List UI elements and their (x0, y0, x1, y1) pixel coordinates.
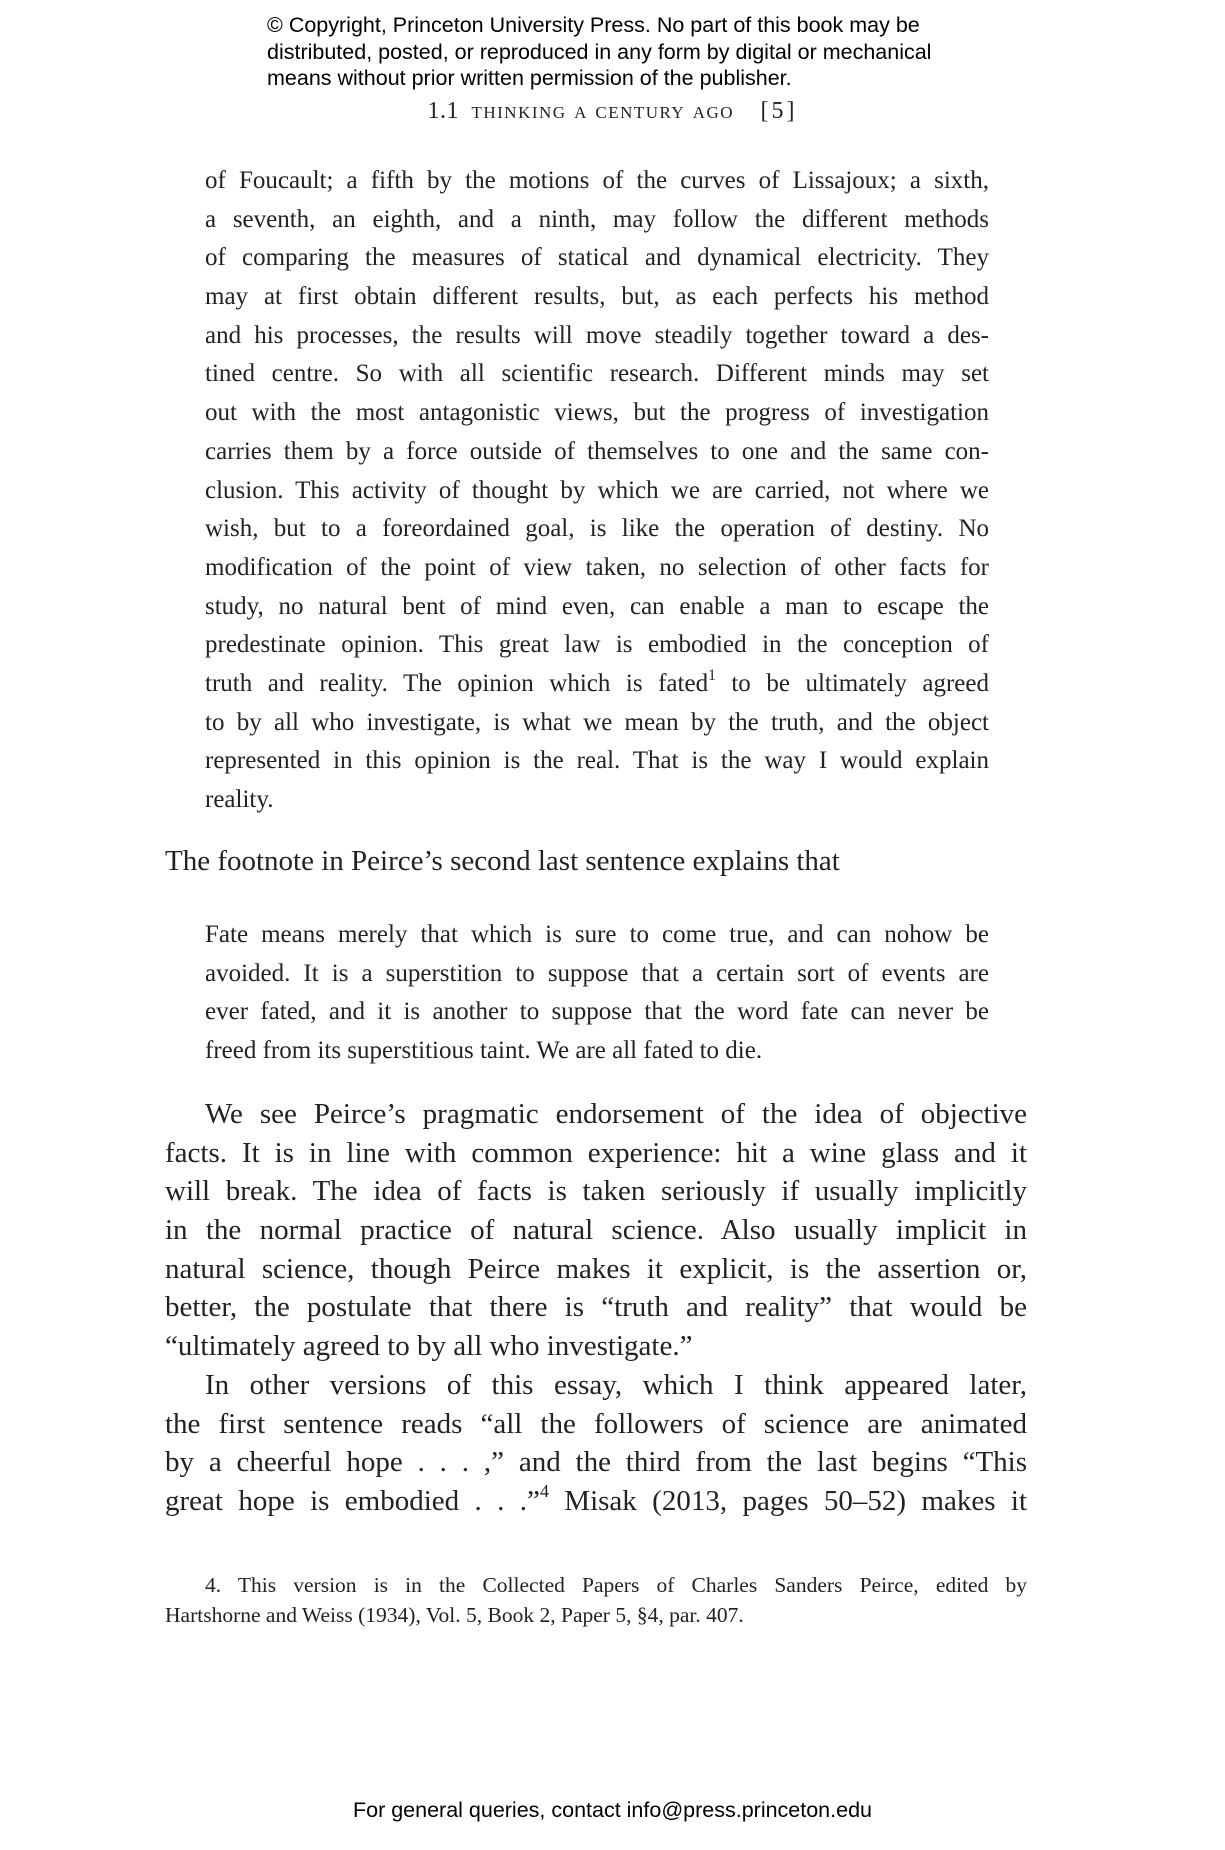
copyright-line: distributed, posted, or reproduced in any form by digital or mechanical (267, 39, 932, 64)
quote-line: ever fated, and it is another to suppose that the word fate can never be (205, 998, 989, 1026)
quote-line: study, no natural bent of mind even, can enable a man to escape the (205, 592, 989, 620)
quote-line: out with the most antagonistic views, but the progress of investigation (205, 399, 989, 427)
quote-line: wish, but to a foreordained goal, is like the operation of destiny. No (205, 515, 989, 543)
page-number: [5] (760, 98, 798, 124)
quote-line: freed from its superstitious taint. We are all fated to die. (205, 1037, 763, 1065)
body-text-span: great hope is embodied . . .” (165, 1484, 540, 1517)
footnote-mark: 1 (708, 667, 716, 685)
footnote-line: 4. This version is in the Collected Papers of Charles Sanders Peirce, edited by (205, 1573, 1027, 1597)
footnote-mark: 4 (539, 1481, 549, 1502)
block-quote-fate (205, 916, 989, 1071)
quote-line: may at first obtain different results, but, as each perfects his method (205, 283, 989, 311)
body-line: facts. It is in line with common experience: hit a wine glass and it (165, 1136, 1027, 1169)
body-text (165, 1095, 1027, 1521)
running-head (0, 98, 1225, 125)
body-line: by a cheerful hope . . . ,” and the third from the last begins “This (165, 1446, 1027, 1479)
quote-line-with-footnote (205, 665, 989, 704)
quote-text: truth and reality. The opinion which is fated (205, 669, 709, 697)
copyright-line: means without prior written permission of the publisher. (267, 66, 792, 90)
quote-line: of Foucault; a fifth by the motions of the curves of Lissajoux; a sixth, (205, 167, 989, 194)
body-line: the first sentence reads “all the followers of science are animated (165, 1407, 1027, 1440)
quote-line: predestinate opinion. This great law is embodied in the conception of (205, 631, 989, 659)
section-number: 1.1 (427, 98, 459, 124)
quote-line: modification of the point of view taken, no selection of other facts for (205, 553, 989, 581)
body-line: We see Peirce’s pragmatic endorsement of the idea of objective (205, 1098, 1027, 1130)
running-head-title: thinking a century ago (471, 98, 735, 124)
lead-in-sentence: The footnote in Peirce’s second last sentence explains that (165, 845, 840, 877)
contact-footer: For general queries, contact info@press.princeton.edu (352, 1798, 872, 1822)
quote-line: to by all who investigate, is what we mean by the truth, and the object (205, 708, 989, 736)
body-line: natural science, though Peirce makes it explicit, is the assertion or, (165, 1252, 1027, 1285)
quote-text: to be ultimately agreed (715, 669, 989, 697)
body-line: In other versions of this essay, which I think appeared later, (205, 1368, 1027, 1401)
block-quote-peirce (205, 162, 989, 820)
footnote-line: Hartshorne and Weiss (1934), Vol. 5, Book 2, Paper 5, §4, par. 407. (165, 1603, 744, 1627)
body-text-span: Misak (2013, pages 50–52) makes it (548, 1484, 1027, 1517)
body-line: better, the postulate that there is “truth and reality” that would be (165, 1291, 1027, 1324)
copyright-notice (267, 12, 1007, 92)
quote-line: avoided. It is a superstition to suppose that a certain sort of events are (205, 959, 989, 987)
quote-line: represented in this opinion is the real. That is the way I would explain (205, 747, 989, 775)
quote-line: carries them by a force outside of themselves to one and the same con- (205, 437, 989, 465)
body-line: “ultimately agreed to by all who investigate.” (165, 1330, 693, 1363)
quote-line: clusion. This activity of thought by which we are carried, not where we (205, 476, 989, 504)
footnote-4 (165, 1570, 1027, 1630)
quote-line: Fate means merely that which is sure to come true, and can nohow be (205, 921, 989, 948)
quote-line: of comparing the measures of statical and dynamical electricity. They (205, 244, 989, 272)
quote-line: tined centre. So with all scientific research. Different minds may set (205, 360, 989, 388)
body-line-with-footnote (165, 1482, 1027, 1521)
copyright-line: © Copyright, Princeton University Press. No part of this book may be (267, 13, 920, 37)
quote-line: reality. (205, 786, 274, 813)
quote-line: and his processes, the results will move steadily together toward a des- (205, 321, 989, 349)
body-line: will break. The idea of facts is taken seriously if usually implicitly (165, 1175, 1027, 1208)
body-line: in the normal practice of natural science. Also usually implicit in (165, 1214, 1027, 1247)
quote-line: a seventh, an eighth, and a ninth, may follow the different methods (205, 205, 989, 233)
